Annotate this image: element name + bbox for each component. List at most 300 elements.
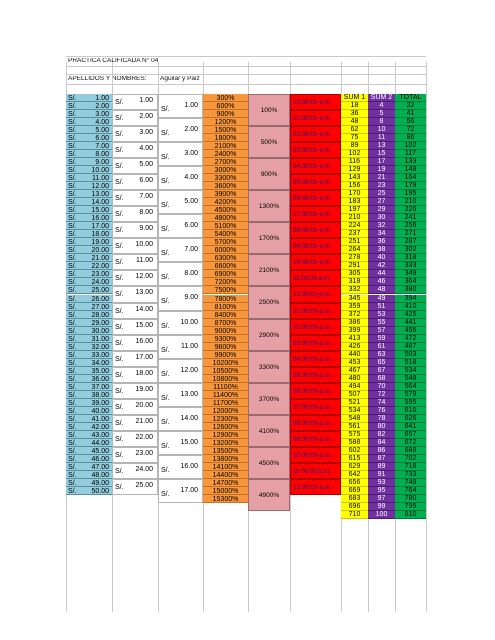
percent-cell: 14100% bbox=[203, 463, 248, 471]
currency-symbol: S/. bbox=[68, 111, 77, 119]
amount-cell bbox=[66, 319, 112, 327]
total-cell: 41 bbox=[395, 110, 426, 118]
amount-value: 5.00 bbox=[184, 198, 198, 206]
names-value: Aguilar y Paiz bbox=[160, 76, 200, 82]
time-cell: 07:00:00 a.m. bbox=[290, 206, 341, 222]
amount-cell bbox=[66, 471, 112, 479]
percent-cell: 9000% bbox=[203, 327, 248, 335]
sum1-cell: 399 bbox=[341, 327, 368, 335]
percent-cell: 2400% bbox=[203, 150, 248, 158]
amount-value: 7.00 bbox=[184, 246, 198, 254]
sum1-cell: 48 bbox=[341, 118, 368, 126]
time-cell: 08:00:00 a.m. bbox=[290, 222, 341, 238]
sum1-cell: 602 bbox=[341, 447, 368, 455]
amount-value: 3.00 bbox=[95, 111, 109, 119]
currency-symbol: S/. bbox=[68, 135, 77, 143]
currency-symbol: S/. bbox=[115, 483, 124, 491]
currency-symbol: S/. bbox=[161, 466, 170, 474]
amount-cell bbox=[112, 415, 158, 431]
merged-percent-cell: 100% bbox=[248, 94, 290, 126]
amount-value: 6.00 bbox=[139, 177, 153, 185]
currency-symbol: S/. bbox=[68, 119, 77, 127]
sum1-cell: 629 bbox=[341, 463, 368, 471]
percent-cell: 6600% bbox=[203, 262, 248, 270]
sum2-cell: 46 bbox=[368, 278, 395, 286]
amount-value: 16.00 bbox=[135, 337, 153, 345]
amount-value: 10.00 bbox=[91, 167, 109, 175]
amount-value: 6.00 bbox=[184, 222, 198, 230]
amount-value: 20.00 bbox=[135, 401, 153, 409]
amount-value: 14.00 bbox=[180, 414, 198, 422]
sum1-cell: 561 bbox=[341, 423, 368, 431]
amount-cell bbox=[66, 182, 112, 190]
amount-value: 20.00 bbox=[91, 247, 109, 255]
percent-cell: 6300% bbox=[203, 254, 248, 262]
amount-value: 18.00 bbox=[91, 231, 109, 239]
sum1-cell: 386 bbox=[341, 319, 368, 327]
sum1-cell: 197 bbox=[341, 206, 368, 214]
sum2-cell: 93 bbox=[368, 479, 395, 487]
sum1-cell: 453 bbox=[341, 359, 368, 367]
total-cell: 333 bbox=[395, 262, 426, 270]
percent-cell: 3000% bbox=[203, 166, 248, 174]
currency-symbol: S/. bbox=[68, 295, 77, 303]
sum2-cell: 8 bbox=[368, 118, 395, 126]
currency-symbol: S/. bbox=[115, 451, 124, 459]
amount-value: 12.00 bbox=[180, 366, 198, 374]
total-cell: 287 bbox=[395, 238, 426, 246]
sum2-cell: 11 bbox=[368, 134, 395, 142]
amount-value: 3.00 bbox=[139, 129, 153, 137]
amount-value: 10.00 bbox=[135, 241, 153, 249]
amount-value: 8.00 bbox=[139, 209, 153, 217]
amount-cell bbox=[158, 142, 203, 166]
total-cell: 579 bbox=[395, 391, 426, 399]
merged-percent-cell: 4100% bbox=[248, 415, 290, 447]
currency-symbol: S/. bbox=[115, 323, 124, 331]
currency-symbol: S/. bbox=[115, 211, 124, 219]
amount-cell bbox=[158, 407, 203, 431]
amount-cell bbox=[66, 190, 112, 198]
amount-value: 7.00 bbox=[139, 193, 153, 201]
total-cell: 780 bbox=[395, 495, 426, 503]
sum1-cell: 62 bbox=[341, 126, 368, 134]
amount-value: 13.00 bbox=[180, 390, 198, 398]
currency-symbol: S/. bbox=[68, 343, 77, 351]
percent-cell: 600% bbox=[203, 102, 248, 110]
total-cell: 226 bbox=[395, 206, 426, 214]
percent-cell: 900% bbox=[203, 110, 248, 118]
sum1-cell: 156 bbox=[341, 182, 368, 190]
currency-symbol: S/. bbox=[68, 255, 77, 263]
sum2-cell: 44 bbox=[368, 270, 395, 278]
sum2-cell: 13 bbox=[368, 142, 395, 150]
currency-symbol: S/. bbox=[161, 178, 170, 186]
sum2-cell: 15 bbox=[368, 150, 395, 158]
amount-value: 8.00 bbox=[184, 270, 198, 278]
currency-symbol: S/. bbox=[161, 226, 170, 234]
sum1-cell: 332 bbox=[341, 286, 368, 294]
amount-cell bbox=[112, 238, 158, 254]
currency-symbol: S/. bbox=[161, 394, 170, 402]
currency-symbol: S/. bbox=[68, 127, 77, 135]
currency-symbol: S/. bbox=[115, 163, 124, 171]
merged-percent-cell: 2900% bbox=[248, 319, 290, 351]
amount-cell bbox=[66, 174, 112, 182]
amount-cell bbox=[112, 110, 158, 126]
percent-cell: 10800% bbox=[203, 375, 248, 383]
amount-value: 23.00 bbox=[91, 271, 109, 279]
currency-symbol: S/. bbox=[115, 147, 124, 155]
currency-symbol: S/. bbox=[161, 250, 170, 258]
amount-value: 49.00 bbox=[91, 479, 109, 487]
sum2-cell: 55 bbox=[368, 319, 395, 327]
amount-value: 15.00 bbox=[180, 438, 198, 446]
currency-symbol: S/. bbox=[68, 199, 77, 207]
grid-line bbox=[426, 62, 427, 612]
sum2-cell: 91 bbox=[368, 471, 395, 479]
amount-value: 12.00 bbox=[91, 183, 109, 191]
percent-cell: 6000% bbox=[203, 246, 248, 254]
currency-symbol: S/. bbox=[68, 239, 77, 247]
total-cell: 749 bbox=[395, 479, 426, 487]
currency-symbol: S/. bbox=[68, 279, 77, 287]
total-cell: 425 bbox=[395, 311, 426, 319]
percent-cell: 11100% bbox=[203, 383, 248, 391]
total-cell: 688 bbox=[395, 447, 426, 455]
percent-cell: 11400% bbox=[203, 391, 248, 399]
total-cell: 610 bbox=[395, 407, 426, 415]
total-cell: 364 bbox=[395, 278, 426, 286]
total-cell: 349 bbox=[395, 270, 426, 278]
time-cell: 04:00:00 a.m. bbox=[290, 158, 341, 174]
sum2-cell: 30 bbox=[368, 214, 395, 222]
sum2-cell: 78 bbox=[368, 415, 395, 423]
amount-cell bbox=[66, 214, 112, 222]
amount-cell bbox=[66, 270, 112, 278]
percent-cell: 10500% bbox=[203, 367, 248, 375]
time-cell: 03:00:00 p.m. bbox=[290, 335, 341, 351]
total-cell: 534 bbox=[395, 367, 426, 375]
total-cell: 256 bbox=[395, 222, 426, 230]
time-cell: 12:00:00 p.m. bbox=[290, 286, 341, 302]
sum1-cell: 494 bbox=[341, 383, 368, 391]
amount-value: 1.00 bbox=[139, 97, 153, 105]
total-cell: 641 bbox=[395, 423, 426, 431]
currency-symbol: S/. bbox=[115, 99, 124, 107]
amount-value: 44.00 bbox=[91, 439, 109, 447]
sum2-cell: 82 bbox=[368, 431, 395, 439]
total-cell: 241 bbox=[395, 214, 426, 222]
total-cell: 595 bbox=[395, 399, 426, 407]
total-cell: 318 bbox=[395, 254, 426, 262]
amount-cell bbox=[112, 335, 158, 351]
amount-cell bbox=[158, 214, 203, 238]
amount-cell bbox=[66, 246, 112, 254]
sum2-cell: 25 bbox=[368, 190, 395, 198]
currency-symbol: S/. bbox=[115, 307, 124, 315]
amount-value: 9.00 bbox=[184, 294, 198, 302]
currency-symbol: S/. bbox=[68, 327, 77, 335]
amount-value: 39.00 bbox=[91, 399, 109, 407]
sum2-cell: 32 bbox=[368, 222, 395, 230]
currency-symbol: S/. bbox=[68, 263, 77, 271]
percent-cell: 8700% bbox=[203, 319, 248, 327]
amount-value: 17.00 bbox=[180, 486, 198, 494]
currency-symbol: S/. bbox=[115, 227, 124, 235]
sum1-cell: 548 bbox=[341, 415, 368, 423]
amount-cell bbox=[66, 399, 112, 407]
amount-value: 19.00 bbox=[135, 385, 153, 393]
sum1-cell: 507 bbox=[341, 391, 368, 399]
amount-cell bbox=[112, 447, 158, 463]
amount-value: 27.00 bbox=[91, 303, 109, 311]
amount-cell bbox=[158, 479, 203, 503]
time-cell: 02:00:00 p.m. bbox=[290, 319, 341, 335]
merged-percent-cell: 4500% bbox=[248, 447, 290, 479]
total-cell: 764 bbox=[395, 487, 426, 495]
amount-cell bbox=[66, 375, 112, 383]
total-cell: 102 bbox=[395, 142, 426, 150]
total-cell: 564 bbox=[395, 383, 426, 391]
amount-cell bbox=[66, 230, 112, 238]
amount-value: 43.00 bbox=[91, 431, 109, 439]
sum1-cell: 305 bbox=[341, 270, 368, 278]
amount-cell bbox=[158, 262, 203, 286]
amount-cell bbox=[112, 142, 158, 158]
amount-value: 13.00 bbox=[135, 289, 153, 297]
sum1-cell: 36 bbox=[341, 110, 368, 118]
amount-cell bbox=[112, 190, 158, 206]
currency-symbol: S/. bbox=[115, 387, 124, 395]
amount-value: 3.00 bbox=[184, 150, 198, 158]
currency-symbol: S/. bbox=[68, 375, 77, 383]
currency-symbol: S/. bbox=[68, 215, 77, 223]
amount-cell bbox=[158, 118, 203, 142]
currency-symbol: S/. bbox=[68, 471, 77, 479]
amount-cell bbox=[112, 303, 158, 319]
sum2-cell: 57 bbox=[368, 327, 395, 335]
currency-symbol: S/. bbox=[68, 479, 77, 487]
amount-cell bbox=[112, 431, 158, 447]
sum1-cell: 75 bbox=[341, 134, 368, 142]
amount-cell bbox=[66, 110, 112, 118]
percent-cell: 1200% bbox=[203, 118, 248, 126]
amount-value: 34.00 bbox=[91, 359, 109, 367]
percent-cell: 5100% bbox=[203, 222, 248, 230]
amount-cell bbox=[66, 206, 112, 214]
currency-symbol: S/. bbox=[68, 487, 77, 495]
names-label: APELLIDOS Y NOMBRES: bbox=[68, 76, 147, 82]
total-cell: 503 bbox=[395, 351, 426, 359]
currency-symbol: S/. bbox=[68, 191, 77, 199]
amount-value: 17.00 bbox=[91, 223, 109, 231]
currency-symbol: S/. bbox=[161, 130, 170, 138]
currency-symbol: S/. bbox=[68, 447, 77, 455]
sum2-cell: 65 bbox=[368, 359, 395, 367]
amount-value: 29.00 bbox=[91, 319, 109, 327]
total-cell: 133 bbox=[395, 158, 426, 166]
percent-cell: 12000% bbox=[203, 407, 248, 415]
currency-symbol: S/. bbox=[115, 419, 124, 427]
merged-percent-cell: 1300% bbox=[248, 190, 290, 222]
sum1-cell: 575 bbox=[341, 431, 368, 439]
amount-cell bbox=[66, 431, 112, 439]
amount-cell bbox=[112, 174, 158, 190]
total-cell: 380 bbox=[395, 286, 426, 294]
currency-symbol: S/. bbox=[68, 359, 77, 367]
amount-value: 19.00 bbox=[91, 239, 109, 247]
sum1-cell: 291 bbox=[341, 262, 368, 270]
amount-value: 1.00 bbox=[95, 95, 109, 102]
percent-cell: 14400% bbox=[203, 471, 248, 479]
time-cell: 03:00:00 a.m. bbox=[290, 142, 341, 158]
currency-symbol: S/. bbox=[161, 154, 170, 162]
sum1-cell: 710 bbox=[341, 511, 368, 519]
amount-cell bbox=[66, 359, 112, 367]
amount-cell bbox=[66, 383, 112, 391]
amount-value: 22.00 bbox=[91, 263, 109, 271]
currency-symbol: S/. bbox=[115, 259, 124, 267]
percent-cell: 4200% bbox=[203, 198, 248, 206]
total-cell: 86 bbox=[395, 134, 426, 142]
time-cell: 09:00:00 a.m. bbox=[290, 238, 341, 254]
sum2-cell: 42 bbox=[368, 262, 395, 270]
sum2-cell: 80 bbox=[368, 423, 395, 431]
sum2-cell: 68 bbox=[368, 375, 395, 383]
amount-value: 46.00 bbox=[91, 455, 109, 463]
amount-cell bbox=[66, 150, 112, 158]
sum1-cell: 534 bbox=[341, 407, 368, 415]
time-cell: 05:00:00 a.m. bbox=[290, 174, 341, 190]
amount-cell bbox=[66, 222, 112, 230]
amount-cell bbox=[66, 447, 112, 455]
percent-cell: 1500% bbox=[203, 126, 248, 134]
amount-value: 4.00 bbox=[95, 119, 109, 127]
currency-symbol: S/. bbox=[115, 435, 124, 443]
total-cell: 410 bbox=[395, 303, 426, 311]
percent-cell: 7800% bbox=[203, 295, 248, 303]
currency-symbol: S/. bbox=[68, 175, 77, 183]
amount-cell bbox=[66, 415, 112, 423]
currency-symbol: S/. bbox=[68, 439, 77, 447]
percent-cell: 14700% bbox=[203, 479, 248, 487]
amount-value: 25.00 bbox=[91, 287, 109, 295]
currency-symbol: S/. bbox=[115, 291, 124, 299]
total-cell: 733 bbox=[395, 471, 426, 479]
total-cell: 394 bbox=[395, 295, 426, 303]
time-cell: 12:00:00 a.m. bbox=[290, 479, 341, 495]
sum1-cell: 102 bbox=[341, 150, 368, 158]
sum2-cell: 48 bbox=[368, 286, 395, 294]
amount-value: 14.00 bbox=[135, 305, 153, 313]
time-cell: 04:00:00 p.m. bbox=[290, 351, 341, 367]
currency-symbol: S/. bbox=[115, 131, 124, 139]
total-cell: 164 bbox=[395, 174, 426, 182]
sum2-cell: 99 bbox=[368, 503, 395, 511]
sum1-cell: 615 bbox=[341, 455, 368, 463]
currency-symbol: S/. bbox=[68, 143, 77, 151]
sum2-cell: 67 bbox=[368, 367, 395, 375]
amount-cell bbox=[66, 278, 112, 286]
sum1-cell: 129 bbox=[341, 166, 368, 174]
amount-cell bbox=[66, 102, 112, 110]
total-cell: 210 bbox=[395, 198, 426, 206]
amount-cell bbox=[66, 254, 112, 262]
amount-value: 32.00 bbox=[91, 343, 109, 351]
time-cell: 08:00:00 p.m. bbox=[290, 415, 341, 431]
currency-symbol: S/. bbox=[68, 303, 77, 311]
sum2-cell: 70 bbox=[368, 383, 395, 391]
sum2-cell: 51 bbox=[368, 303, 395, 311]
merged-percent-cell: 1700% bbox=[248, 222, 290, 254]
amount-cell bbox=[66, 327, 112, 335]
amount-cell bbox=[66, 343, 112, 351]
currency-symbol: S/. bbox=[68, 455, 77, 463]
total-cell: 626 bbox=[395, 415, 426, 423]
amount-cell bbox=[112, 383, 158, 399]
percent-cell: 5700% bbox=[203, 238, 248, 246]
sum1-cell: 669 bbox=[341, 487, 368, 495]
sum2-cell: 53 bbox=[368, 311, 395, 319]
merged-percent-cell: 3300% bbox=[248, 351, 290, 383]
sum1-cell: 359 bbox=[341, 303, 368, 311]
amount-cell bbox=[158, 455, 203, 479]
sum1-cell: 224 bbox=[341, 222, 368, 230]
amount-cell bbox=[66, 479, 112, 487]
currency-symbol: S/. bbox=[115, 371, 124, 379]
percent-cell: 15000% bbox=[203, 487, 248, 495]
percent-cell: 4500% bbox=[203, 206, 248, 214]
amount-value: 28.00 bbox=[91, 311, 109, 319]
amount-value: 47.00 bbox=[91, 463, 109, 471]
amount-value: 36.00 bbox=[91, 375, 109, 383]
sum1-cell: 278 bbox=[341, 254, 368, 262]
total-cell: 302 bbox=[395, 246, 426, 254]
sum1-cell: 440 bbox=[341, 351, 368, 359]
amount-cell bbox=[66, 262, 112, 270]
sum2-cell: 17 bbox=[368, 158, 395, 166]
currency-symbol: S/. bbox=[68, 231, 77, 239]
sum2-cell: 97 bbox=[368, 495, 395, 503]
percent-cell: 3900% bbox=[203, 190, 248, 198]
amount-cell bbox=[66, 303, 112, 311]
amount-cell bbox=[112, 254, 158, 270]
amount-cell bbox=[66, 367, 112, 375]
currency-symbol: S/. bbox=[115, 179, 124, 187]
amount-cell bbox=[112, 367, 158, 383]
amount-value: 35.00 bbox=[91, 367, 109, 375]
total-cell: 487 bbox=[395, 343, 426, 351]
currency-symbol: S/. bbox=[161, 202, 170, 210]
percent-cell: 12300% bbox=[203, 415, 248, 423]
total-cell: 179 bbox=[395, 182, 426, 190]
amount-cell bbox=[112, 222, 158, 238]
sum1-cell: 521 bbox=[341, 399, 368, 407]
percent-cell: 5400% bbox=[203, 230, 248, 238]
total-cell: 195 bbox=[395, 190, 426, 198]
time-cell: 10:00:00 a.m. bbox=[290, 254, 341, 270]
currency-symbol: S/. bbox=[68, 407, 77, 415]
time-cell: 06:00:00 p.m. bbox=[290, 383, 341, 399]
amount-cell bbox=[66, 295, 112, 303]
sum2-cell: 49 bbox=[368, 295, 395, 303]
currency-symbol: S/. bbox=[68, 183, 77, 191]
sum1-cell: 18 bbox=[341, 102, 368, 110]
amount-value: 15.00 bbox=[91, 207, 109, 215]
time-cell: 11:00:00 a.m. bbox=[290, 270, 341, 286]
time-cell: 07:00:00 p.m. bbox=[290, 399, 341, 415]
